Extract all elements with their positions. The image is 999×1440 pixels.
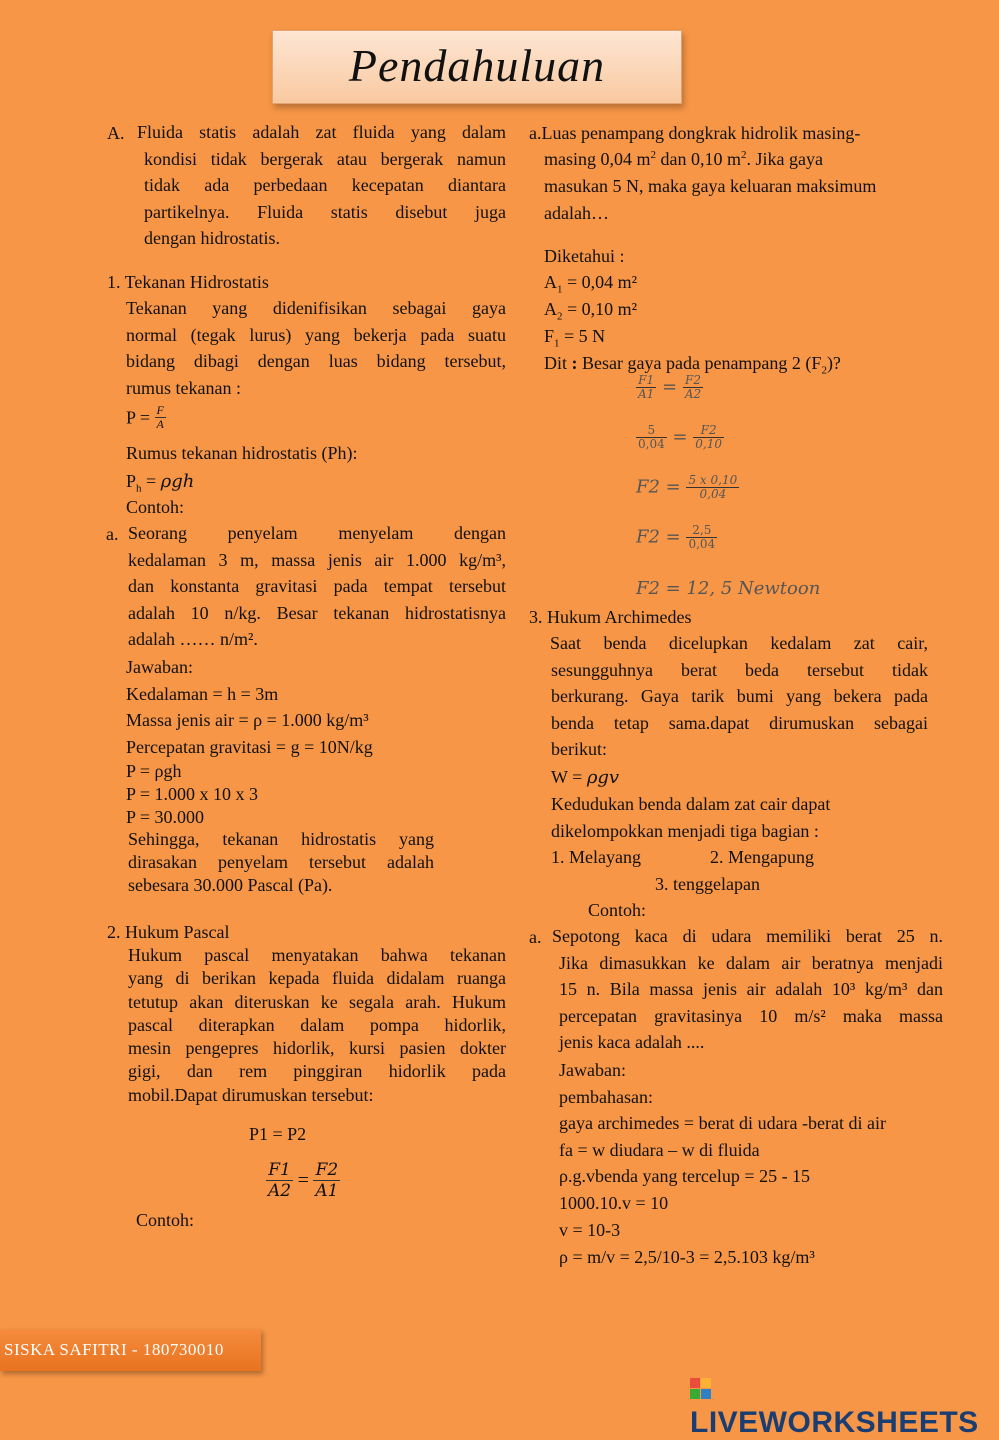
pascal-example-line: masing 0,04 $m^2$ dan 0,10 $m^2$. Jika gaya — [544, 149, 823, 169]
answer-line: Kedalaman = h = 3m — [126, 684, 279, 704]
page-title: Pendahuluan — [348, 40, 606, 91]
option-melayang: 1. Melayang — [551, 847, 641, 867]
example-a-question: Seorang penyelam menyelam dengan kedalaman 3 m, massa jenis air 1.000 kg/m³, dan konstanta gravitasi pada tempat tersebut adalah 10 n/kg. Besar tekanan hidrostatisnya adalah …… n/m². — [128, 523, 506, 650]
answer-line: P = 30.000 — [126, 807, 204, 827]
liveworksheets-icon — [690, 1378, 712, 1400]
author-banner — [0, 1329, 261, 1371]
solution-line: gaya archimedes = berat di udara -berat di air — [559, 1113, 886, 1133]
contoh-label-3: Contoh: — [588, 900, 647, 920]
solution-line: 1000.10.v = 10 — [559, 1193, 669, 1213]
tekanan-paragraph: Tekanan yang didenifisikan sebagai gaya normal (tegak lurus) yang bekerja pada suatu bidang dibagi dengan luas bidang tersebut, rumus tekanan : — [126, 298, 506, 398]
solution-line: v = 10-3 — [559, 1220, 621, 1240]
dit-question: Dit : Besar gaya pada penampang 2 $(F_2)$? — [544, 353, 841, 377]
pascal-example-line: a.Luas penampang dongkrak hidrolik masing- — [529, 123, 861, 143]
equation-4: F2 = $\frac{2,5}{0,04}$ — [636, 523, 716, 551]
given-a1: $A_1 = 0,04$ m² — [544, 272, 638, 296]
contoh-label: Contoh: — [126, 497, 185, 517]
liveworksheets-logo[interactable] — [690, 1372, 999, 1440]
kedudukan-line: Kedudukan benda dalam zat cair dapat — [551, 794, 831, 814]
solution-line: pembahasan: — [559, 1087, 653, 1107]
pascal-example-line: masukan 5 N, maka gaya keluaran maksimum — [544, 176, 877, 196]
solution-line: Jawaban: — [559, 1060, 626, 1080]
answer-line: Massa jenis air = ρ = 1.000 kg/m³ — [126, 710, 369, 730]
given-f1: $F_1 = 5$ N — [544, 326, 606, 350]
section-a-label: A. — [107, 123, 125, 143]
option-tenggelapan: 3. tenggelapan — [655, 874, 760, 894]
archimedes-paragraph: Saat benda dicelupkan kedalam zat cair, sesungguhnya berat beda tersebut tidak berkurang. Gaya tarik bumi yang bekera pada benda tetap sama.dapat dirumuskan sebagai berikut: — [550, 633, 928, 760]
solution-line: ρ.g.vbenda yang tercelup = 25 - 15 — [559, 1166, 811, 1186]
archimedes-example-label: a. — [529, 927, 542, 947]
contoh-label-2: Contoh: — [136, 1210, 195, 1230]
answer-line: P = ρgh — [126, 761, 182, 781]
archimedes-formula: W = ρgv — [551, 767, 620, 788]
ph-formula: $P_h = \rho gh$ — [126, 471, 195, 495]
kedudukan-line: dikelompokkan menjadi tiga bagian : — [551, 821, 819, 841]
equation-result: F2 = 12, 5 Newtoon — [636, 578, 821, 599]
pressure-formula: P = $\frac{F}{A}$ — [126, 403, 164, 431]
answer-line: Percepatan gravitasi = g = 10N/kg — [126, 737, 373, 757]
equation-2: $\frac{5}{0,04}$ = $\frac{F2}{0,10}$ — [638, 423, 722, 451]
example-a-label: a. — [106, 524, 119, 544]
jawaban-label: Jawaban: — [126, 657, 193, 677]
option-mengapung: 2. Mengapung — [710, 847, 814, 867]
section-a-paragraph: Fluida statis adalah zat fluida yang dalam kondisi tidak bergerak atau bergerak namun tidak ada perbedaan kecepatan diantara partikelnya. Fluida statis disebut juga dengan hidrostatis. — [137, 122, 506, 249]
heading-hukum-pascal: 2. Hukum Pascal — [107, 922, 230, 942]
equation-1: $\frac{F1}{A1}$ = $\frac{F2}{A2}$ — [638, 373, 702, 401]
solution-line: fa = w diudara – w di fluida — [559, 1140, 760, 1160]
title-banner — [272, 30, 682, 104]
brand-text: LIVEWORKSHEETS — [690, 1406, 979, 1439]
solution-line: ρ = m/v = 2,5/10-3 = 2,5.103 kg/m³ — [559, 1247, 815, 1267]
rumus-ph-label: Rumus tekanan hidrostatis (Ph): — [126, 443, 358, 463]
equation-3: F2 = $\frac{5 x 0,10}{0,04}$ — [636, 473, 738, 501]
pascal-ratio-formula: $\frac{F1}{A2}$ = $\frac{F2}{A1}$ — [268, 1160, 339, 1201]
p1-p2-formula: P1 = P2 — [249, 1124, 307, 1144]
answer-line: P = 1.000 x 10 x 3 — [126, 784, 258, 804]
author-name: SISKA SAFITRI - 180730010 — [4, 1340, 224, 1359]
diketahui-label: Diketahui : — [544, 246, 625, 266]
pascal-example-line: adalah… — [544, 203, 609, 223]
given-a2: $A_2 = 0,10$ m² — [544, 299, 638, 323]
pascal-paragraph: Hukum pascal menyatakan bahwa tekanan yang di berikan kepada fluida didalam ruanga tetutup akan diteruskan ke segala arah. Hukum pascal diterapkan dalam pompa hidorlik, mesin pengepres hidorlik, kursi pasien dokter gigi, dan rem pinggiran hidorlik pada mobil.Dapat dirumuskan tersebut: — [128, 945, 506, 1105]
heading-hukum-archimedes: 3. Hukum Archimedes — [529, 607, 692, 627]
archimedes-example-question: Sepotong kaca di udara memiliki berat 25 n. Jika dimasukkan ke dalam air beratnya menjadi 15 n. Bila massa jenis air adalah 10³ kg/m³ dan percepatan gravitasinya 10 m/s² maka massa jenis kaca adalah .... — [552, 926, 943, 1053]
conclusion-paragraph: Sehingga, tekanan hidrostatis yang dirasakan penyelam tersebut adalah sebesara 30.000 Pascal (Pa). — [128, 829, 434, 895]
heading-tekanan-hidrostatis: 1. Tekanan Hidrostatis — [107, 272, 269, 292]
